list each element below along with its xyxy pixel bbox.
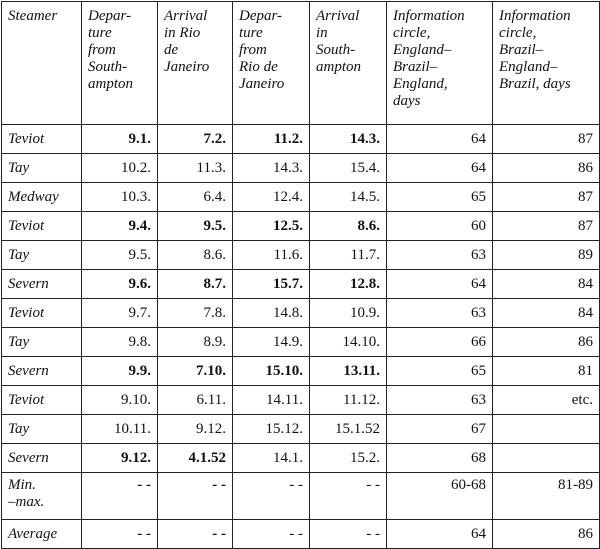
departure-southampton-cell: 9.10. bbox=[82, 386, 158, 415]
header-arrival-southampton: Arrival in South- ampton bbox=[310, 2, 387, 125]
departure-rio-cell: 11.2. bbox=[233, 125, 310, 154]
table-row bbox=[2, 386, 600, 415]
departure-southampton-cell: 9.4. bbox=[82, 212, 158, 241]
summary-row-average bbox=[2, 520, 600, 549]
arrival-rio-cell: 9.12. bbox=[158, 415, 233, 444]
arrival-rio-cell: 6.11. bbox=[158, 386, 233, 415]
header-row bbox=[2, 2, 600, 125]
circle-ebe-days-cell: 64 bbox=[387, 154, 493, 183]
departure-rio-cell: 12.5. bbox=[233, 212, 310, 241]
circle-ebe-days-cell: 67 bbox=[387, 415, 493, 444]
table-row bbox=[2, 415, 600, 444]
header-circle-ebe: Information circle, England– Brazil– England, days bbox=[387, 2, 493, 125]
table-row bbox=[2, 212, 600, 241]
departure-rio-cell: 14.1. bbox=[233, 444, 310, 473]
circle-ebe-days-cell: 65 bbox=[387, 357, 493, 386]
circle-beb-days-cell: 86 bbox=[493, 154, 600, 183]
steamer-schedule-table bbox=[1, 1, 600, 549]
steamer-name-cell: Teviot bbox=[2, 125, 82, 154]
departure-rio-cell: 11.6. bbox=[233, 241, 310, 270]
circle-beb-days-cell: 86 bbox=[493, 328, 600, 357]
arrival-rio-cell: 9.5. bbox=[158, 212, 233, 241]
arrival-rio-cell: 6.4. bbox=[158, 183, 233, 212]
arrival-rio-cell: 7.8. bbox=[158, 299, 233, 328]
header-departure-southampton: Depar- ture from South- ampton bbox=[82, 2, 158, 125]
departure-southampton-cell: 9.12. bbox=[82, 444, 158, 473]
departure-southampton-cell: 9.5. bbox=[82, 241, 158, 270]
table-row bbox=[2, 125, 600, 154]
departure-southampton-cell: 9.8. bbox=[82, 328, 158, 357]
header-departure-rio: Depar- ture from Rio de Janeiro bbox=[233, 2, 310, 125]
circle-beb-days-cell: 81 bbox=[493, 357, 600, 386]
arrival-rio-cell: 7.2. bbox=[158, 125, 233, 154]
circle-ebe-days-cell: 64 bbox=[387, 125, 493, 154]
header-circle-beb: Information circle, Brazil– England– Brazil, days bbox=[493, 2, 600, 125]
circle-beb-days-cell: 89 bbox=[493, 241, 600, 270]
circle-ebe-days-cell: 63 bbox=[387, 386, 493, 415]
circle-ebe-days-cell: 65 bbox=[387, 183, 493, 212]
circle-ebe-days-cell: 63 bbox=[387, 241, 493, 270]
summary-dash-cell: - - bbox=[310, 473, 387, 520]
steamer-name-cell: Severn bbox=[2, 270, 82, 299]
arrival-southampton-cell: 13.11. bbox=[310, 357, 387, 386]
table-row bbox=[2, 154, 600, 183]
arrival-rio-cell: 8.6. bbox=[158, 241, 233, 270]
arrival-southampton-cell: 14.3. bbox=[310, 125, 387, 154]
steamer-name-cell: Medway bbox=[2, 183, 82, 212]
summary-label-cell: Min. –max. bbox=[2, 473, 82, 520]
summary-dash-cell: - - bbox=[310, 520, 387, 549]
circle-beb-days-cell: 84 bbox=[493, 299, 600, 328]
steamer-name-cell: Teviot bbox=[2, 386, 82, 415]
circle-ebe-days-cell: 68 bbox=[387, 444, 493, 473]
summary-dash-cell: - - bbox=[233, 473, 310, 520]
arrival-rio-cell: 4.1.52 bbox=[158, 444, 233, 473]
departure-southampton-cell: 10.11. bbox=[82, 415, 158, 444]
arrival-southampton-cell: 15.4. bbox=[310, 154, 387, 183]
departure-rio-cell: 15.12. bbox=[233, 415, 310, 444]
summary-circle-beb-cell: 81-89 bbox=[493, 473, 600, 520]
arrival-rio-cell: 11.3. bbox=[158, 154, 233, 183]
departure-rio-cell: 15.10. bbox=[233, 357, 310, 386]
departure-rio-cell: 14.9. bbox=[233, 328, 310, 357]
steamer-name-cell: Tay bbox=[2, 154, 82, 183]
arrival-rio-cell: 7.10. bbox=[158, 357, 233, 386]
departure-southampton-cell: 9.9. bbox=[82, 357, 158, 386]
table-body bbox=[2, 125, 600, 549]
circle-beb-days-cell bbox=[493, 415, 600, 444]
table-row bbox=[2, 444, 600, 473]
circle-ebe-days-cell: 64 bbox=[387, 270, 493, 299]
departure-rio-cell: 12.4. bbox=[233, 183, 310, 212]
table-row bbox=[2, 183, 600, 212]
arrival-southampton-cell: 8.6. bbox=[310, 212, 387, 241]
circle-beb-days-cell: etc. bbox=[493, 386, 600, 415]
summary-circle-ebe-cell: 60-68 bbox=[387, 473, 493, 520]
table-row bbox=[2, 357, 600, 386]
arrival-southampton-cell: 15.1.52 bbox=[310, 415, 387, 444]
circle-ebe-days-cell: 60 bbox=[387, 212, 493, 241]
steamer-name-cell: Tay bbox=[2, 415, 82, 444]
departure-southampton-cell: 9.7. bbox=[82, 299, 158, 328]
summary-dash-cell: - - bbox=[233, 520, 310, 549]
arrival-southampton-cell: 15.2. bbox=[310, 444, 387, 473]
summary-row-minmax bbox=[2, 473, 600, 520]
circle-beb-days-cell: 87 bbox=[493, 212, 600, 241]
table-row bbox=[2, 328, 600, 357]
header-steamer: Steamer bbox=[2, 2, 82, 125]
table-row bbox=[2, 241, 600, 270]
departure-southampton-cell: 9.6. bbox=[82, 270, 158, 299]
departure-rio-cell: 15.7. bbox=[233, 270, 310, 299]
circle-ebe-days-cell: 66 bbox=[387, 328, 493, 357]
circle-beb-days-cell: 87 bbox=[493, 125, 600, 154]
arrival-southampton-cell: 14.5. bbox=[310, 183, 387, 212]
circle-beb-days-cell: 84 bbox=[493, 270, 600, 299]
arrival-southampton-cell: 10.9. bbox=[310, 299, 387, 328]
summary-circle-ebe-cell: 64 bbox=[387, 520, 493, 549]
table-row bbox=[2, 270, 600, 299]
arrival-rio-cell: 8.9. bbox=[158, 328, 233, 357]
arrival-southampton-cell: 11.7. bbox=[310, 241, 387, 270]
circle-beb-days-cell: 87 bbox=[493, 183, 600, 212]
summary-dash-cell: - - bbox=[82, 520, 158, 549]
departure-rio-cell: 14.11. bbox=[233, 386, 310, 415]
departure-rio-cell: 14.3. bbox=[233, 154, 310, 183]
arrival-southampton-cell: 12.8. bbox=[310, 270, 387, 299]
steamer-name-cell: Severn bbox=[2, 444, 82, 473]
summary-dash-cell: - - bbox=[158, 473, 233, 520]
departure-southampton-cell: 9.1. bbox=[82, 125, 158, 154]
circle-beb-days-cell bbox=[493, 444, 600, 473]
summary-circle-beb-cell: 86 bbox=[493, 520, 600, 549]
header-arrival-rio: Arrival in Rio de Janeiro bbox=[158, 2, 233, 125]
arrival-southampton-cell: 11.12. bbox=[310, 386, 387, 415]
departure-rio-cell: 14.8. bbox=[233, 299, 310, 328]
departure-southampton-cell: 10.3. bbox=[82, 183, 158, 212]
steamer-name-cell: Severn bbox=[2, 357, 82, 386]
table-row bbox=[2, 299, 600, 328]
summary-dash-cell: - - bbox=[82, 473, 158, 520]
steamer-name-cell: Teviot bbox=[2, 212, 82, 241]
steamer-name-cell: Tay bbox=[2, 241, 82, 270]
summary-label-cell: Average bbox=[2, 520, 82, 549]
steamer-name-cell: Teviot bbox=[2, 299, 82, 328]
steamer-name-cell: Tay bbox=[2, 328, 82, 357]
summary-dash-cell: - - bbox=[158, 520, 233, 549]
arrival-southampton-cell: 14.10. bbox=[310, 328, 387, 357]
arrival-rio-cell: 8.7. bbox=[158, 270, 233, 299]
departure-southampton-cell: 10.2. bbox=[82, 154, 158, 183]
circle-ebe-days-cell: 63 bbox=[387, 299, 493, 328]
